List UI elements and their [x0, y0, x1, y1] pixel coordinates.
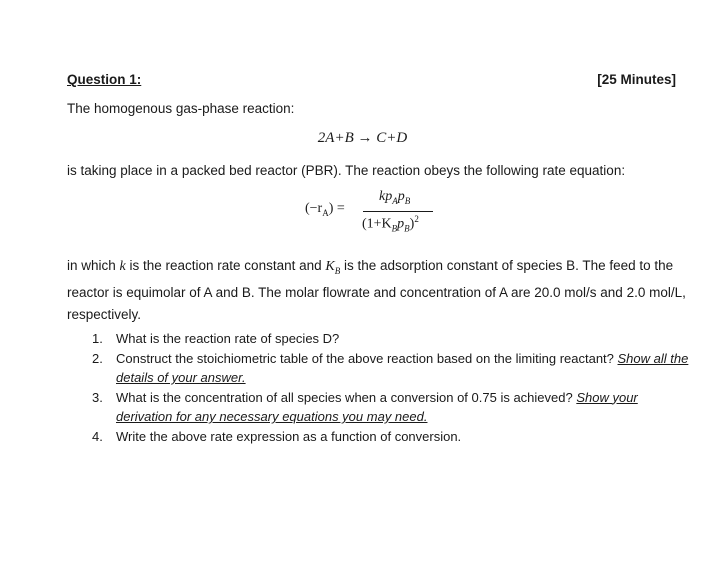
- reaction-arrow: →: [357, 130, 373, 146]
- intro-text: The homogenous gas-phase reaction:: [67, 101, 295, 116]
- description-paragraph: in which k is the reaction rate constant and $K_B$ is the adsorption constant of species B. The feed to the reactor is equimolar of A and B. The molar flowrate and concentration of A are 20.0 mol/s and 2.0 mol/L, respectively.: [67, 258, 686, 322]
- time-allotment: [25 Minutes]: [597, 72, 676, 87]
- rate-numerator: $kp_Ap_B$: [379, 189, 411, 206]
- question-list: [92, 329, 692, 446]
- kb-symbol: $K_B$: [325, 259, 341, 276]
- reaction-lhs: 2A+B: [317, 130, 354, 146]
- question-header: [67, 72, 676, 92]
- list-item: 2. Construct the stoichiometric table of the above reaction based on the limiting reactant? Show all the details of your answer.: [92, 350, 689, 385]
- list-item: 1. What is the reaction rate of species D?: [92, 331, 340, 346]
- pbr-description: is taking place in a packed bed reactor (PBR). The reaction obeys the following rate equation:: [67, 163, 626, 178]
- rate-equation: [305, 189, 455, 239]
- list-item: 4. Write the above rate expression as a function of conversion.: [92, 428, 462, 444]
- fraction-bar: [363, 211, 433, 212]
- reaction-equation: [0, 130, 722, 147]
- question-title: Question 1:: [67, 72, 142, 87]
- reaction-rhs: C+D: [376, 130, 408, 146]
- k-symbol: k: [119, 259, 126, 274]
- list-item: 3. What is the concentration of all species when a conversion of 0.75 is achieved? Show your derivation for any necessary equations you may need.: [92, 389, 638, 424]
- rate-denominator: $(1+K_Bp_B)^2$: [362, 214, 419, 234]
- rate-lhs: $(-r_A)$ =: [305, 201, 345, 218]
